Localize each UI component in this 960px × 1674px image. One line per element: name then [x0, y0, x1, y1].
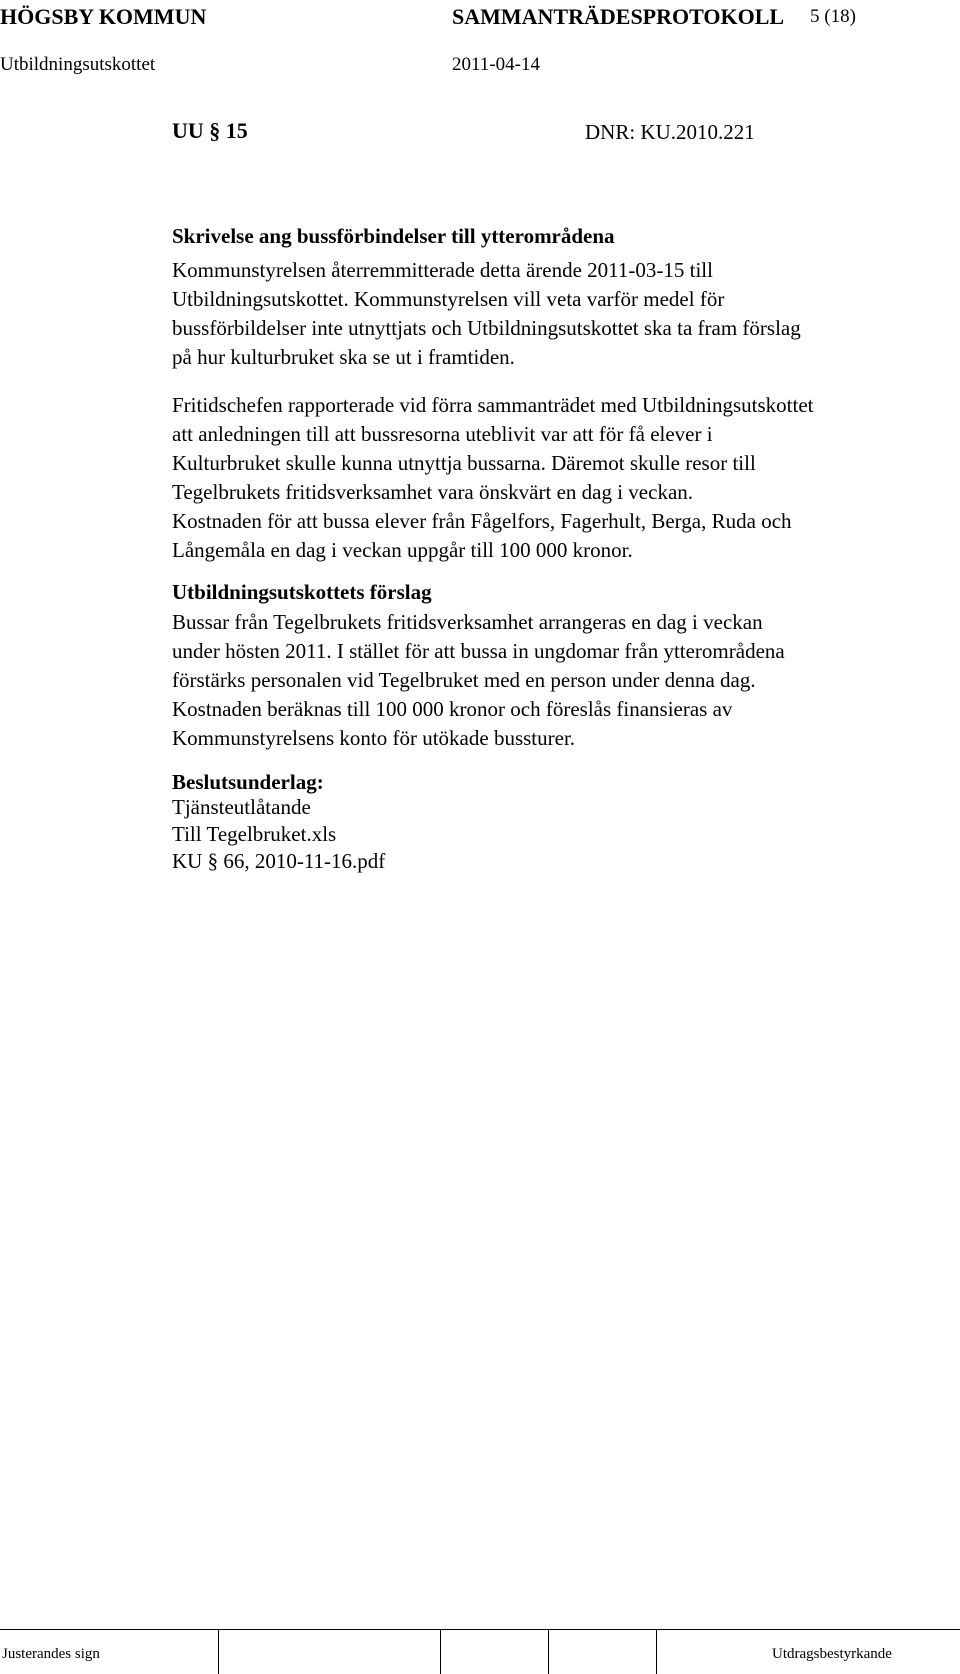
- footer-separator: [440, 1629, 441, 1674]
- text-line: förstärks personalen vid Tegelbruket med en person under denna dag.: [172, 668, 756, 692]
- footer-separator: [656, 1629, 657, 1674]
- footer-separator: [218, 1629, 219, 1674]
- text-line: Fritidschefen rapporterade vid förra sammanträdet med Utbildningsutskottet: [172, 393, 814, 417]
- text-line: Bussar från Tegelbrukets fritidsverksamhet arrangeras en dag i veckan: [172, 610, 763, 634]
- document-type: SAMMANTRÄDESPROTOKOLL: [452, 4, 785, 29]
- proposal-text: [172, 608, 932, 753]
- text-line: Utbildningsutskottet. Kommunstyrelsen vill veta varför medel för: [172, 287, 725, 311]
- paragraph-background: [172, 256, 932, 372]
- meeting-date: 2011-04-14: [452, 54, 540, 75]
- text-line: på hur kulturbruket ska se ut i framtiden.: [172, 345, 515, 369]
- text-line: Kostnaden för att bussa elever från Fågelfors, Fagerhult, Berga, Ruda och: [172, 509, 792, 533]
- list-item: Tjänsteutlåtande: [172, 795, 311, 819]
- text-line: under hösten 2011. I stället för att bussa in ungdomar från ytterområdena: [172, 639, 785, 663]
- footer-separator: [548, 1629, 549, 1674]
- footer-certification-label: Utdragsbestyrkande: [772, 1646, 892, 1662]
- text-line: Kommunstyrelsens konto för utökade bussturer.: [172, 726, 576, 750]
- text-line: Tegelbrukets fritidsverksamhet vara önskvärt en dag i veckan.: [172, 480, 694, 504]
- text-line: Kommunstyrelsen återremmitterade detta ärende 2011-03-15 till: [172, 258, 713, 282]
- text-line: Kulturbruket skulle kunna utnyttja bussarna. Däremot skulle resor till: [172, 451, 756, 475]
- case-paragraph: UU § 15: [172, 118, 248, 143]
- list-item: KU § 66, 2010-11-16.pdf: [172, 849, 386, 873]
- footer-sign-label: Justerandes sign: [2, 1646, 100, 1662]
- text-line: att anledningen till att bussresorna uteblivit var att för få elever i: [172, 422, 713, 446]
- footer-divider: [0, 1629, 960, 1630]
- list-item: Till Tegelbruket.xls: [172, 822, 337, 846]
- basis-heading: Beslutsunderlag:: [172, 770, 324, 794]
- case-title: Skrivelse ang bussförbindelser till ytterområdena: [172, 224, 615, 248]
- text-line: bussförbildelser inte utnyttjats och Utbildningsutskottet ska ta fram förslag: [172, 316, 801, 340]
- basis-list: [172, 794, 932, 875]
- organization-name: HÖGSBY KOMMUN: [0, 4, 207, 29]
- page-number: 5 (18): [810, 6, 856, 27]
- proposal-heading: Utbildningsutskottets förslag: [172, 580, 432, 604]
- text-line: Kostnaden beräknas till 100 000 kronor och föreslås finansieras av: [172, 697, 733, 721]
- committee-name: Utbildningsutskottet: [0, 54, 156, 75]
- text-line: Långemåla en dag i veckan uppgår till 100 000 kronor.: [172, 538, 633, 562]
- case-dnr: DNR: KU.2010.221: [585, 120, 755, 144]
- paragraph-report: [172, 391, 932, 565]
